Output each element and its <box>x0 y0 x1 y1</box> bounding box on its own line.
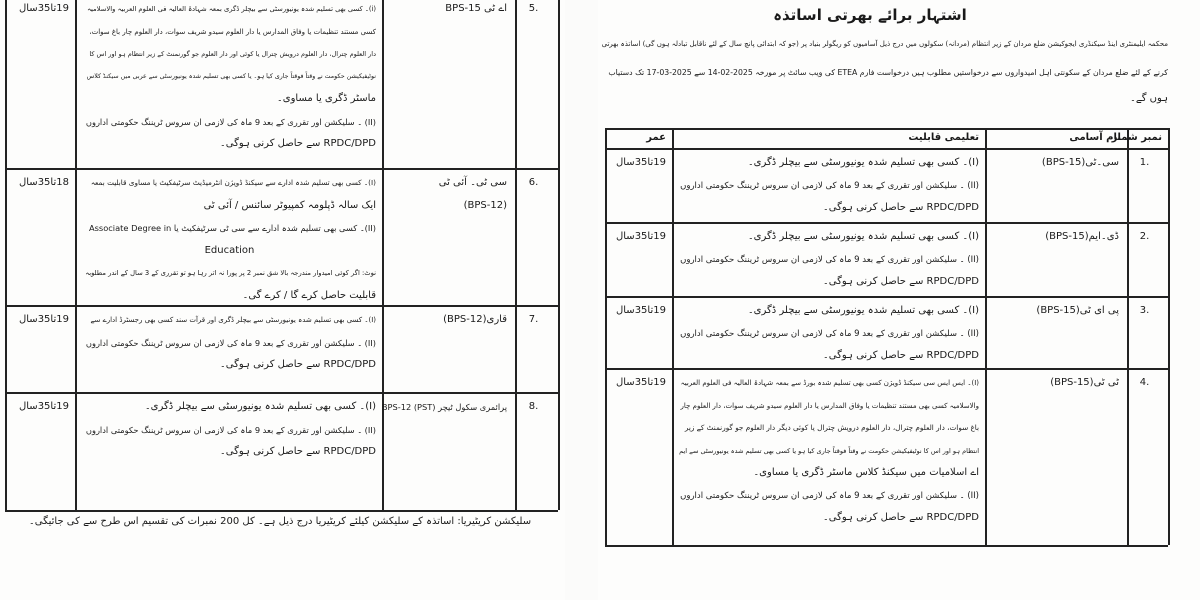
table-row-rule <box>605 368 1168 370</box>
table-column-rule <box>558 0 560 510</box>
qualification-line: (I)۔ ایس ایس سی سیکنڈ ڈویژن کسی بھی تسلیم شدہ بورڈ سے بمعہ شہادۃ العالیہ فی العلوم العربیہ <box>680 379 979 387</box>
age-limit: 19تا35سال <box>18 401 69 412</box>
qualification-line: (I)۔ کسی بھی تسلیم شدہ یونیورسٹی سے بیچلر ڈگری۔ <box>747 305 979 316</box>
qualification-cell <box>680 300 979 368</box>
age-cell <box>605 300 666 368</box>
header-age <box>605 128 672 148</box>
post-name-cell <box>985 300 1119 368</box>
post-name: ٹی ٹی(BPS-15) <box>1050 377 1119 388</box>
qualification-line: باغ سوات، دار العلوم چترال، دار العلوم درویش چترال یا کوئی دیگر دار العلوم جو گورنمنٹ کے زیر <box>684 423 979 432</box>
serial-cell <box>515 396 552 510</box>
post-name-cell <box>985 152 1119 222</box>
serial-number: .5 <box>528 3 539 14</box>
table-row-rule <box>5 510 558 512</box>
selection-criteria-note: سلیکشن کریٹیریا: اساتذہ کے سلیکشن کیلئے کریٹیریا درج ذیل ہے۔ کل 200 نمبرات کی تقسیم اس طرح سے کی جائیگی۔ <box>28 516 532 527</box>
serial-cell <box>515 0 552 168</box>
qualification-cell <box>83 172 376 305</box>
age-limit: 19تا35سال <box>615 377 666 388</box>
serial-cell <box>515 172 552 305</box>
post-name: (BPS-12) <box>463 199 507 211</box>
qualification-line: والاسلامیہ کسی بھی مستند تنظیمات یا وفاق المدارس یا دار العلوم سیدو شریف سوات، دار العلوم چار <box>680 401 979 410</box>
serial-number: .7 <box>528 314 539 325</box>
post-name: اے ٹی BPS-15 <box>445 3 507 14</box>
header-post-label: نام آسامی <box>1069 132 1121 143</box>
serial-number: .1 <box>1139 157 1150 168</box>
age-limit: 19تا35سال <box>18 3 69 14</box>
qualification-line: نوٹ: اگر کوئی امیدوار مندرجہ بالا شق نمبر 2 پر پورا نہ اتر رہا ہو تو تقرری کے 3 سال کے اندر مطلوبہ <box>85 269 376 277</box>
qualification-line: ماسٹر ڈگری یا مساوی۔ <box>276 93 376 104</box>
qualification-line: (II)۔ کسی بھی تسلیم شدہ ادارے سے سی ٹی سرٹیفکیٹ یا Associate Degree in <box>88 223 376 233</box>
intro-paragraph-line-2: کرنے کے لئے ضلع مردان کے سکونتی اہل امیدواروں سے درخواستیں مطلوب ہیں درخواست فارم ETEA کی ویب سائٹ پر مورخہ 2025-02-14 سے 2025-03-17 تک دستیاب <box>608 68 1168 77</box>
serial-cell <box>1127 372 1162 545</box>
qualification-line: RPDC/DPD سے حاصل کرنی ہوگی۔ <box>822 350 979 361</box>
table-column-rule <box>1168 128 1170 545</box>
header-qualification-label: تعلیمی قابلیت <box>908 132 979 143</box>
qualification-line: RPDC/DPD سے حاصل کرنی ہوگی۔ <box>219 359 376 370</box>
age-cell <box>605 152 666 222</box>
serial-cell <box>515 309 552 392</box>
serial-number: .6 <box>528 177 539 188</box>
qualification-line: ایک سالہ ڈپلومہ کمپیوٹر سائنس / آئی ٹی <box>203 199 376 211</box>
post-name-cell <box>382 0 507 168</box>
header-serial-label: نمبر شمار <box>1111 132 1162 143</box>
qualification-cell <box>83 396 376 510</box>
qualification-line: RPDC/DPD سے حاصل کرنی ہوگی۔ <box>822 202 979 213</box>
post-name-cell <box>985 372 1119 545</box>
qualification-cell <box>680 372 979 545</box>
header-age-label: عمر <box>646 132 666 143</box>
table-row-rule <box>605 545 1168 547</box>
age-cell <box>605 372 666 545</box>
qualification-line: RPDC/DPD سے حاصل کرنی ہوگی۔ <box>219 138 376 149</box>
qualification-line: (II) ۔ سلیکشن اور تقرری کے بعد 9 ماہ کی لازمی ان سروس ٹریننگ حکومتی اداروں <box>680 490 979 501</box>
serial-cell <box>1127 152 1162 222</box>
header-qualification <box>672 128 985 148</box>
table-row-rule <box>5 168 558 170</box>
advertisement-title: اشتہار برائے بھرتی اساتذہ <box>773 6 967 24</box>
serial-cell <box>1127 226 1162 296</box>
qualification-line: (II) ۔ سلیکشن اور تقرری کے بعد 9 ماہ کی لازمی ان سروس ٹریننگ حکومتی اداروں <box>680 254 979 265</box>
qualification-line: (II) ۔ سلیکشن اور تقرری کے بعد 9 ماہ کی لازمی ان سروس ٹریننگ حکومتی اداروں <box>680 328 979 339</box>
table-row-rule <box>5 392 558 394</box>
age-cell <box>5 309 69 392</box>
header-serial <box>1111 128 1168 148</box>
table-column-rule <box>75 0 77 510</box>
post-name-cell <box>985 226 1119 296</box>
qualification-line: RPDC/DPD سے حاصل کرنی ہوگی۔ <box>822 276 979 287</box>
age-cell <box>605 226 666 296</box>
table-row-rule <box>605 296 1168 298</box>
age-limit: 18تا35سال <box>18 177 69 188</box>
qualification-cell <box>83 0 376 168</box>
qualification-line: RPDC/DPD سے حاصل کرنی ہوگی۔ <box>822 512 979 523</box>
post-name: ڈی۔ایم(BPS-15) <box>1045 231 1119 242</box>
post-name-cell <box>382 172 507 305</box>
post-name: پرائمری سکول ٹیچر BPS-12 (PST) <box>381 402 507 412</box>
post-name: قاری(BPS-12) <box>443 314 507 325</box>
serial-number: .4 <box>1139 377 1150 388</box>
qualification-line: کسی مستند تنظیمات یا وفاق المدارس یا دار العلوم سیدو شریف سوات، دار العلوم چار باغ سوات، <box>89 27 376 36</box>
qualification-line: (I)۔ کسی بھی تسلیم شدہ یونیورسٹی سے بیچلر ڈگری۔ <box>747 231 979 242</box>
qualification-line: RPDC/DPD سے حاصل کرنی ہوگی۔ <box>219 446 376 457</box>
qualification-cell <box>680 152 979 222</box>
qualification-line: (I)۔ کسی بھی تسلیم شدہ یونیورسٹی سے بیچلر ڈگری۔ <box>144 401 376 412</box>
post-name-cell <box>382 309 507 392</box>
intro-paragraph-line-1: محکمہ ایلیمنٹری اینڈ سیکنڈری ایجوکیشن ضلع مردان کے زیر انتظام (مردانہ) سکولوں میں درج ذیل آسامیوں کو ریگولر بنیاد پر (جو کہ ابتدائی پانچ سال کے لئے ناقابل تبادلہ ہوں گی) اساتذہ بھرتی <box>601 40 1168 48</box>
qualification-line: (i)۔ کسی بھی تسلیم شدہ یونیورسٹی سے بیچلر ڈگری بمعہ شہادۃ العالیہ فی العلوم العربیہ والاسلامیہ <box>87 5 376 13</box>
qualification-line: (II) ۔ سلیکشن اور تقرری کے بعد 9 ماہ کی لازمی ان سروس ٹریننگ حکومتی اداروں <box>680 180 979 191</box>
qualification-line: (II) ۔ سلیکشن اور تقرری کے بعد 9 ماہ کی لازمی ان سروس ٹریننگ حکومتی اداروں <box>85 424 376 435</box>
qualification-line: (I)۔ کسی بھی تسلیم شدہ یونیورسٹی سے بیچلر ڈگری۔ <box>747 157 979 168</box>
age-cell <box>5 396 69 510</box>
post-name-cell <box>382 396 507 510</box>
post-name: سی ٹی۔ آئی ٹی <box>438 177 507 188</box>
qualification-line: قابلیت حاصل کرے گا / کرے گی۔ <box>242 289 376 301</box>
post-name: پی ای ٹی(BPS-15) <box>1036 305 1119 316</box>
age-cell <box>5 0 69 168</box>
age-limit: 19تا35سال <box>615 157 666 168</box>
qualification-line: (II) ۔ سلیکشن اور تقرری کے بعد 9 ماہ کی لازمی ان سروس ٹریننگ حکومتی اداروں <box>85 337 376 348</box>
serial-cell <box>1127 300 1162 368</box>
age-cell <box>5 172 69 305</box>
qualification-cell <box>83 309 376 392</box>
intro-paragraph-line-3: ہوں گے۔ <box>1129 93 1168 104</box>
table-row-rule <box>605 222 1168 224</box>
qualification-line: اے اسلامیات میں سیکنڈ کلاس ماسٹر ڈگری یا مساوی۔ <box>753 467 979 478</box>
qualification-cell <box>680 226 979 296</box>
qualification-line: انتظام ہو اور اس کا نوٹیفیکیشن حکومت نے وقتاً فوقتاً جاری کیا ہو یا کسی بھی تسلیم شدہ یونیورسٹی سے ایم <box>679 446 979 455</box>
table-row-rule <box>605 148 1168 150</box>
qualification-line: نوٹیفیکیشن حکومت نے وقتاً فوقتاً جاری کیا ہو۔ یا کسی بھی تسلیم شدہ یونیورسٹی سے عربی میں سیکنڈ کلاس <box>86 72 376 80</box>
post-name: سی۔ٹی(BPS-15) <box>1041 157 1119 168</box>
serial-number: .3 <box>1139 305 1150 316</box>
qualification-line: (I)۔ کسی بھی تسلیم شدہ ادارے سے سیکنڈ ڈویژن انٹرمیڈیٹ سرٹیفکیٹ یا مساوی قابلیت بمعہ <box>90 178 376 187</box>
table-column-rule <box>672 128 674 545</box>
qualification-line: دار العلوم چترال، دار العلوم درویش چترال یا کوئی اور دار العلوم جو گورنمنٹ کے زیر انتظام ہو اور اس کا <box>89 50 376 58</box>
age-limit: 19تا35سال <box>615 305 666 316</box>
qualification-line: Education <box>204 244 255 256</box>
age-limit: 19تا35سال <box>615 231 666 242</box>
header-post <box>985 128 1127 148</box>
serial-number: .8 <box>528 401 539 412</box>
age-limit: 19تا35سال <box>18 314 69 325</box>
serial-number: .2 <box>1139 231 1150 242</box>
qualification-line: (II) ۔ سلیکشن اور تقرری کے بعد 9 ماہ کی لازمی ان سروس ٹریننگ حکومتی اداروں <box>85 116 376 127</box>
qualification-line: (I)۔ کسی بھی تسلیم شدہ یونیورسٹی سے بیچلر ڈگری اور قرآت سند کسی بھی رجسٹرڈ ادارے سے <box>90 316 376 324</box>
